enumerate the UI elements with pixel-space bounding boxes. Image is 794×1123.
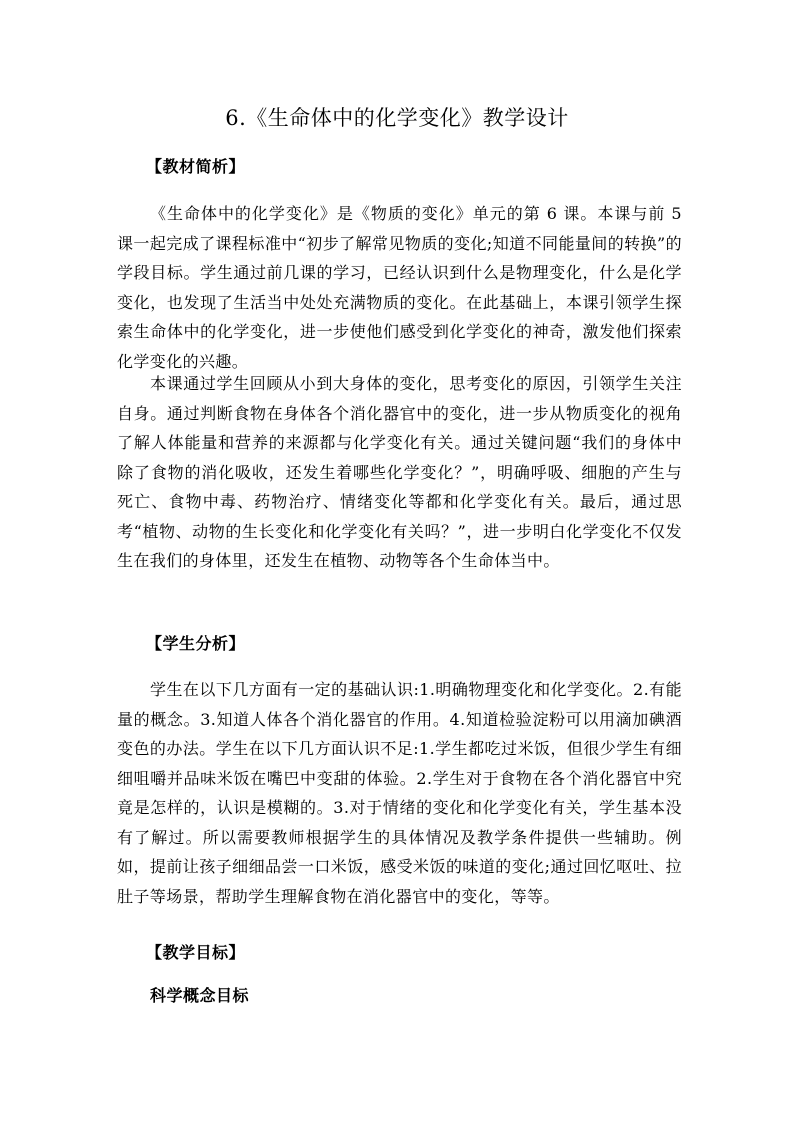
section-heading-textbook-analysis: 【教材简析】 <box>146 157 246 176</box>
paragraph-textbook-analysis-2: 本课通过学生回顾从小到大身体的变化，思考变化的原因，引领学生关注自身。通过判断食物在身体各个消化器官中的变化，进一步从物质变化的视角了解人体能量和营养的来源都与化学变化有关。通过关键问题“我们的身体中除了食物的消化吸收，还发生着哪些化学变化？”，明确呼吸、细胞的产生与死亡、食物中毒、药物治疗、情绪变化等都和化学变化有关。最后，通过思考“植物、动物的生长变化和化学变化有关吗？”，进一步明白化学变化不仅发生在我们的身体里，还发生在植物、动物等各个生命体当中。 <box>117 374 682 570</box>
subheading-science-concept-goals: 科学概念目标 <box>150 986 250 1005</box>
section-heading-student-analysis: 【学生分析】 <box>146 634 246 653</box>
document-title: 6.《生命体中的化学变化》教学设计 <box>225 106 569 130</box>
section-heading-teaching-goals: 【教学目标】 <box>146 943 246 962</box>
paragraph-textbook-analysis-1: 《生命体中的化学变化》是《物质的变化》单元的第 6 课。本课与前 5 课一起完成了课程标准中“初步了解常见物质的变化;知道不同能量间的转换”的学段目标。学生通过前几课的学习，已经认识到什么是物理变化，什么是化学变化，也发现了生活当中处处充满物质的变化。在此基础上，本课引领学生探索生命体中的化学变化，进一步使他们感受到化学变化的神奇，激发他们探索化学变化的兴趣。 <box>117 204 682 371</box>
paragraph-student-analysis: 学生在以下几方面有一定的基础认识:1.明确物理变化和化学变化。2.有能量的概念。3.知道人体各个消化器官的作用。4.知道检验淀粉可以用滴加碘酒变色的办法。学生在以下几方面认识不足:1.学生都吃过米饭，但很少学生有细细咀嚼并品味米饭在嘴巴中变甜的体验。2.学生对于食物在各个消化器官中究竟是怎样的，认识是模糊的。3.对于情绪的变化和化学变化有关，学生基本没有了解过。所以需要教师根据学生的具体情况及教学条件提供一些辅助。例如，提前让孩子细细品尝一口米饭，感受米饭的味道的变化;通过回忆呕吐、拉肚子等场景，帮助学生理解食物在消化器官中的变化，等等。 <box>117 680 682 906</box>
